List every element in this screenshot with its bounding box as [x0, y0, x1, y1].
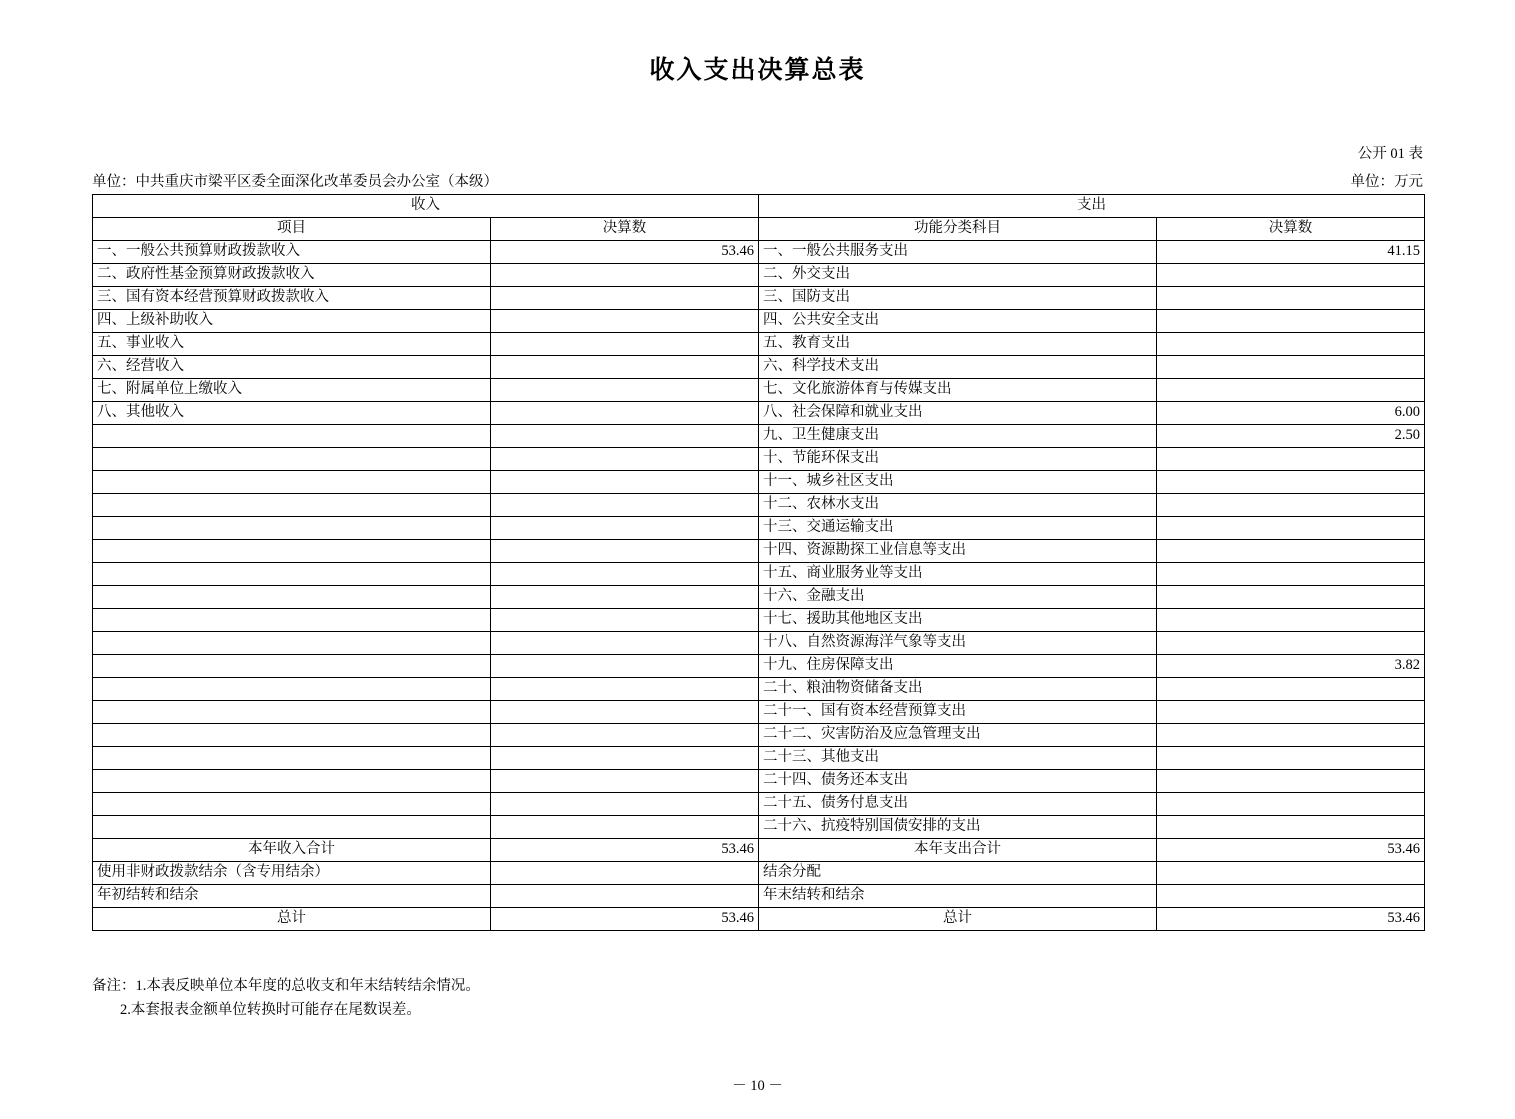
summary-income-value	[491, 885, 759, 908]
expense-item-value	[1157, 448, 1425, 471]
table-row	[93, 402, 1425, 425]
expense-item-label: 十三、交通运输支出	[759, 517, 1157, 540]
income-item-label	[93, 425, 491, 448]
income-item-label	[93, 655, 491, 678]
table-row	[93, 517, 1425, 540]
expense-item-label: 十五、商业服务业等支出	[759, 563, 1157, 586]
table-row	[93, 540, 1425, 563]
expense-item-value	[1157, 287, 1425, 310]
column-header-expense-item: 功能分类科目	[759, 218, 1157, 241]
summary-expense-value: 53.46	[1157, 908, 1425, 931]
income-item-value	[491, 609, 759, 632]
income-item-label	[93, 632, 491, 655]
table-row	[93, 586, 1425, 609]
income-item-value	[491, 724, 759, 747]
notes-block	[92, 975, 480, 1023]
table-row	[93, 678, 1425, 701]
income-item-label	[93, 494, 491, 517]
income-item-label	[93, 540, 491, 563]
expense-item-value	[1157, 494, 1425, 517]
expense-item-label: 十七、援助其他地区支出	[759, 609, 1157, 632]
meta-row	[92, 170, 1423, 191]
table-summary-row	[93, 885, 1425, 908]
budget-summary-table	[92, 194, 1425, 931]
expense-item-label: 二十六、抗疫特别国债安排的支出	[759, 816, 1157, 839]
table-row	[93, 241, 1425, 264]
table-row	[93, 310, 1425, 333]
expense-item-label: 二十一、国有资本经营预算支出	[759, 701, 1157, 724]
income-item-value	[491, 563, 759, 586]
expense-item-value	[1157, 356, 1425, 379]
income-item-value	[491, 448, 759, 471]
summary-expense-value: 53.46	[1157, 839, 1425, 862]
income-item-label	[93, 747, 491, 770]
table-row	[93, 816, 1425, 839]
table-group-header-row	[93, 195, 1425, 218]
table-row	[93, 448, 1425, 471]
summary-expense-label: 本年支出合计	[759, 839, 1157, 862]
expense-item-label: 十四、资源勘探工业信息等支出	[759, 540, 1157, 563]
income-item-value	[491, 402, 759, 425]
expense-item-label: 九、卫生健康支出	[759, 425, 1157, 448]
income-item-label: 八、其他收入	[93, 402, 491, 425]
table-row	[93, 264, 1425, 287]
income-item-value	[491, 586, 759, 609]
income-item-value	[491, 517, 759, 540]
group-header-income: 收入	[93, 195, 759, 218]
table-row	[93, 609, 1425, 632]
income-item-value	[491, 793, 759, 816]
expense-item-value	[1157, 609, 1425, 632]
income-item-label	[93, 701, 491, 724]
income-item-label: 二、政府性基金预算财政拨款收入	[93, 264, 491, 287]
expense-item-value	[1157, 540, 1425, 563]
expense-item-value	[1157, 793, 1425, 816]
income-item-value	[491, 287, 759, 310]
expense-item-value: 3.82	[1157, 655, 1425, 678]
unit-measure: 单位：万元	[1350, 174, 1423, 190]
page-number: － 10 －	[732, 1078, 783, 1094]
expense-item-label: 十六、金融支出	[759, 586, 1157, 609]
expense-item-value	[1157, 770, 1425, 793]
income-item-label	[93, 563, 491, 586]
table-row	[93, 494, 1425, 517]
income-item-value	[491, 310, 759, 333]
expense-item-label: 三、国防支出	[759, 287, 1157, 310]
note-line-1: 备注：1.本表反映单位本年度的总收支和年末结转结余情况。	[92, 978, 480, 994]
expense-item-value: 2.50	[1157, 425, 1425, 448]
expense-item-label: 十、节能环保支出	[759, 448, 1157, 471]
column-header-expense-amount: 决算数	[1157, 218, 1425, 241]
income-item-value	[491, 356, 759, 379]
expense-item-value	[1157, 816, 1425, 839]
expense-item-value	[1157, 563, 1425, 586]
income-item-value	[491, 264, 759, 287]
expense-item-label: 十一、城乡社区支出	[759, 471, 1157, 494]
expense-item-value	[1157, 586, 1425, 609]
column-header-income-item: 项目	[93, 218, 491, 241]
summary-expense-label: 总计	[759, 908, 1157, 931]
expense-item-label: 十九、住房保障支出	[759, 655, 1157, 678]
summary-income-label: 年初结转和结余	[93, 885, 491, 908]
summary-expense-label: 结余分配	[759, 862, 1157, 885]
expense-item-label: 十二、农林水支出	[759, 494, 1157, 517]
summary-expense-label: 年末结转和结余	[759, 885, 1157, 908]
expense-item-label: 二十四、债务还本支出	[759, 770, 1157, 793]
expense-item-label: 七、文化旅游体育与传媒支出	[759, 379, 1157, 402]
income-item-label	[93, 770, 491, 793]
income-item-label	[93, 724, 491, 747]
expense-item-value	[1157, 724, 1425, 747]
table-row	[93, 770, 1425, 793]
expense-item-value	[1157, 632, 1425, 655]
note-line-2: 2.本套报表金额单位转换时可能存在尾数误差。	[120, 1001, 421, 1018]
table-row	[93, 724, 1425, 747]
table-row	[93, 379, 1425, 402]
expense-item-label: 二十二、灾害防治及应急管理支出	[759, 724, 1157, 747]
expense-item-label: 二、外交支出	[759, 264, 1157, 287]
expense-item-value	[1157, 264, 1425, 287]
table-row	[93, 356, 1425, 379]
expense-item-label: 二十五、债务付息支出	[759, 793, 1157, 816]
summary-income-label: 本年收入合计	[93, 839, 491, 862]
income-item-value	[491, 425, 759, 448]
expense-item-label: 一、一般公共服务支出	[759, 241, 1157, 264]
expense-item-value	[1157, 310, 1425, 333]
income-item-label: 七、附属单位上缴收入	[93, 379, 491, 402]
income-item-label	[93, 517, 491, 540]
income-item-value	[491, 770, 759, 793]
table-row	[93, 701, 1425, 724]
expense-item-label: 二十三、其他支出	[759, 747, 1157, 770]
expense-item-label: 十八、自然资源海洋气象等支出	[759, 632, 1157, 655]
table-row	[93, 747, 1425, 770]
income-item-value	[491, 701, 759, 724]
income-item-label	[93, 586, 491, 609]
income-item-label	[93, 609, 491, 632]
income-item-label	[93, 471, 491, 494]
table-row	[93, 632, 1425, 655]
document-page	[0, 50, 1515, 1119]
income-item-label: 六、经营收入	[93, 356, 491, 379]
summary-income-value: 53.46	[491, 839, 759, 862]
table-row	[93, 471, 1425, 494]
table-row	[93, 333, 1425, 356]
income-item-value	[491, 333, 759, 356]
income-item-value	[491, 471, 759, 494]
summary-income-label: 使用非财政拨款结余（含专用结余）	[93, 862, 491, 885]
table-column-header-row	[93, 218, 1425, 241]
income-item-value: 53.46	[491, 241, 759, 264]
expense-item-value	[1157, 747, 1425, 770]
expense-item-value	[1157, 471, 1425, 494]
table-row	[93, 793, 1425, 816]
page-title: 收入支出决算总表	[649, 57, 866, 84]
income-item-label	[93, 678, 491, 701]
expense-item-value: 6.00	[1157, 402, 1425, 425]
table-summary-row	[93, 839, 1425, 862]
group-header-expense: 支出	[759, 195, 1425, 218]
income-item-label	[93, 793, 491, 816]
table-summary-row	[93, 862, 1425, 885]
income-item-label	[93, 816, 491, 839]
unit-name: 单位：中共重庆市梁平区委全面深化改革委员会办公室（本级）	[92, 174, 498, 190]
expense-item-value	[1157, 678, 1425, 701]
column-header-income-amount: 决算数	[491, 218, 759, 241]
income-item-value	[491, 632, 759, 655]
expense-item-label: 六、科学技术支出	[759, 356, 1157, 379]
summary-expense-value	[1157, 885, 1425, 908]
table-row	[93, 425, 1425, 448]
expense-item-value: 41.15	[1157, 241, 1425, 264]
table-row	[93, 655, 1425, 678]
sheet-number: 公开 01 表	[1357, 146, 1423, 162]
income-item-label: 四、上级补助收入	[93, 310, 491, 333]
summary-income-label: 总计	[93, 908, 491, 931]
expense-item-value	[1157, 379, 1425, 402]
income-item-value	[491, 747, 759, 770]
expense-item-label: 八、社会保障和就业支出	[759, 402, 1157, 425]
table-summary-row	[93, 908, 1425, 931]
summary-income-value: 53.46	[491, 908, 759, 931]
income-item-value	[491, 816, 759, 839]
expense-item-value	[1157, 701, 1425, 724]
expense-item-label: 二十、粮油物资储备支出	[759, 678, 1157, 701]
income-item-label	[93, 448, 491, 471]
income-item-value	[491, 540, 759, 563]
income-item-value	[491, 379, 759, 402]
income-item-label: 五、事业收入	[93, 333, 491, 356]
income-item-value	[491, 655, 759, 678]
expense-item-value	[1157, 333, 1425, 356]
summary-expense-value	[1157, 862, 1425, 885]
income-item-label: 三、国有资本经营预算财政拨款收入	[93, 287, 491, 310]
income-item-label: 一、一般公共预算财政拨款收入	[93, 241, 491, 264]
expense-item-label: 四、公共安全支出	[759, 310, 1157, 333]
table-row	[93, 287, 1425, 310]
table-row	[93, 563, 1425, 586]
expense-item-value	[1157, 517, 1425, 540]
summary-income-value	[491, 862, 759, 885]
income-item-value	[491, 678, 759, 701]
income-item-value	[491, 494, 759, 517]
expense-item-label: 五、教育支出	[759, 333, 1157, 356]
